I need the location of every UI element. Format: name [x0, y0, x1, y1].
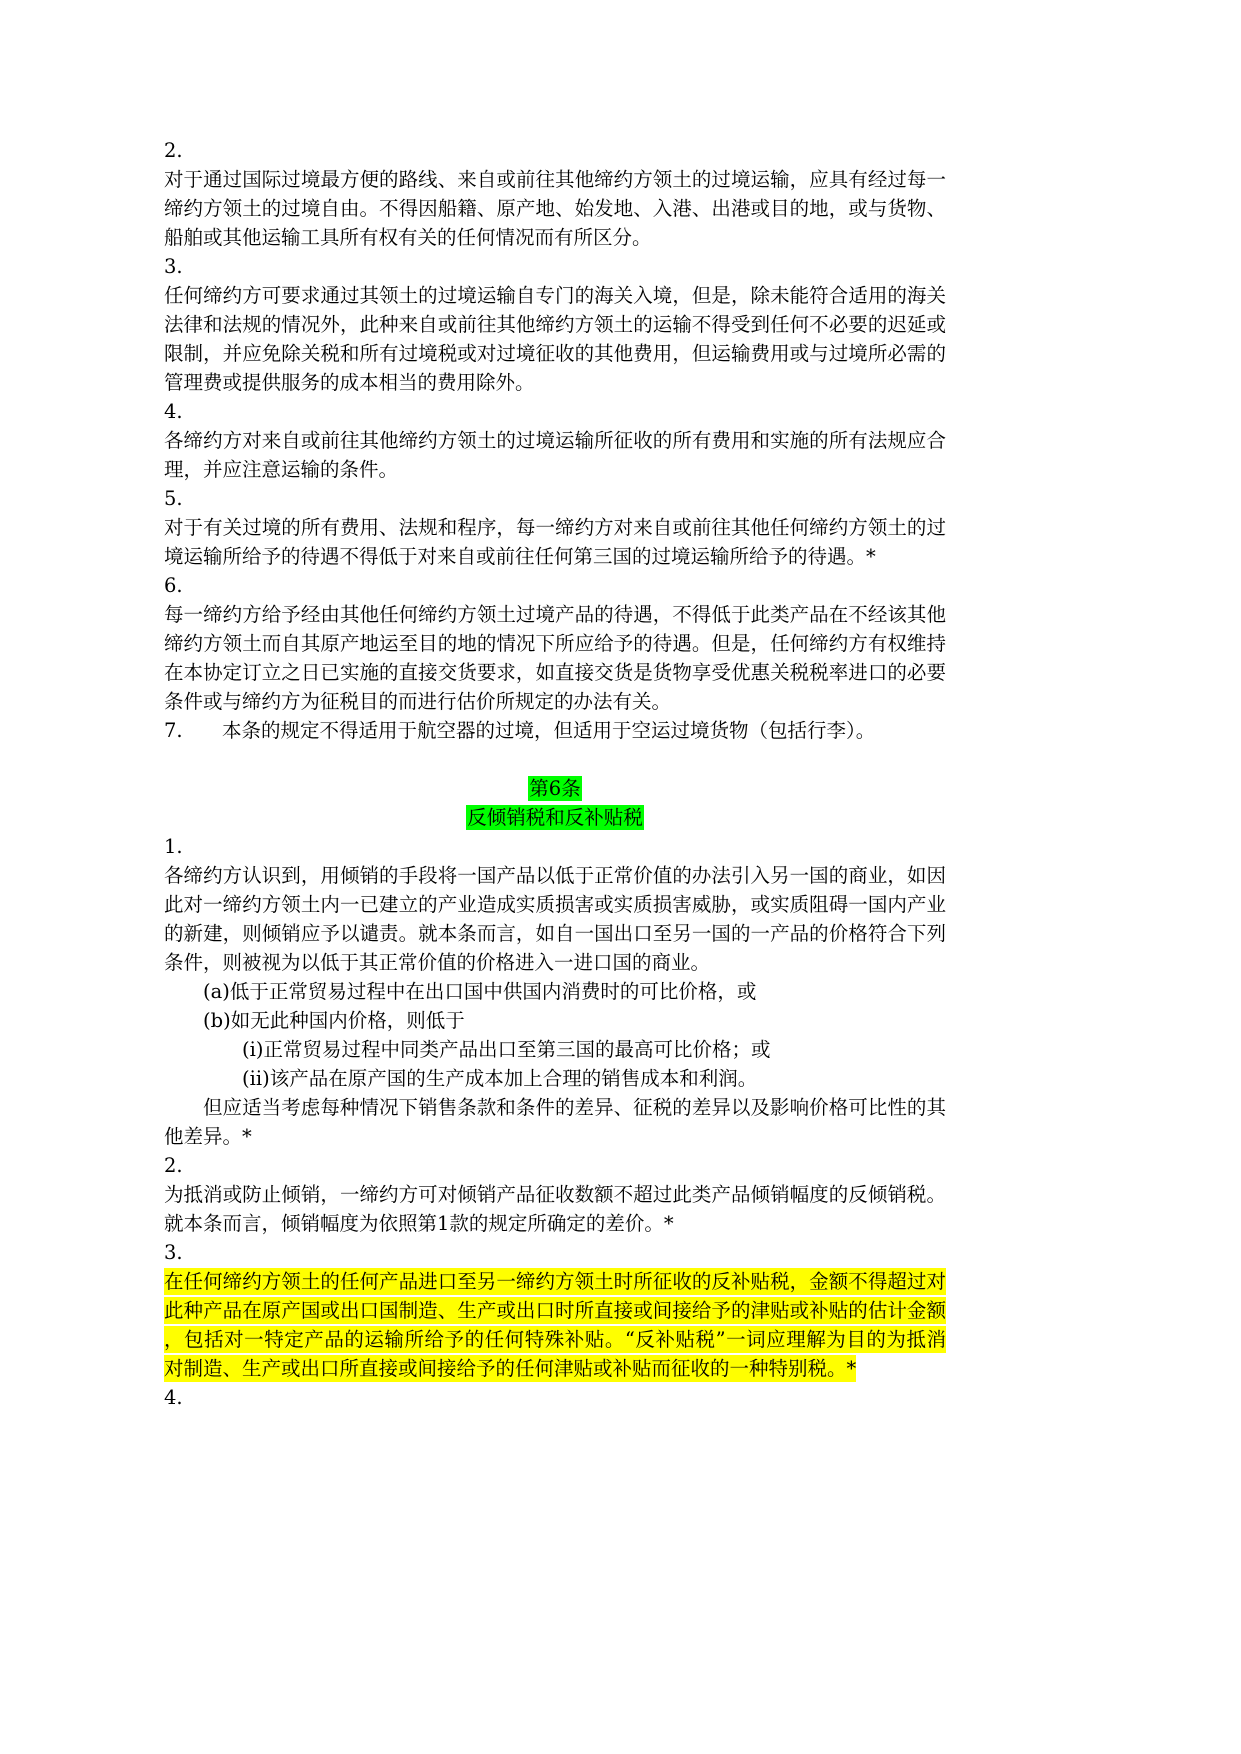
art5-para2-number: 2. — [164, 139, 183, 162]
art5-para6-line: 条件或与缔约方为征税目的而进行估价所规定的办法有关。 — [164, 690, 672, 713]
blank-line — [164, 745, 946, 774]
art5-para2-line: 缔约方领土的过境自由。不得因船籍、原产地、始发地、入港、出港或目的地，或与货物、 — [164, 197, 946, 220]
art5-para3-line: 法律和法规的情况外，此种来自或前往其他缔约方领土的运输不得受到任何不必要的迟延或 — [164, 313, 946, 336]
art5-para6-line: 每一缔约方给予经由其他任何缔约方领土过境产品的待遇，不得低于此类产品在不经该其他 — [164, 603, 946, 626]
art6-para1-line: 的新建，则倾销应予以谴责。就本条而言，如自一国出口至另一国的一产品的价格符合下列 — [164, 922, 946, 945]
art6-para1-line: 此对一缔约方领土内一已建立的产业造成实质损害或实质损害威胁，或实质阻碍一国内产业 — [164, 893, 946, 916]
art5-para4-line: 各缔约方对来自或前往其他缔约方领土的过境运输所征收的所有费用和实施的所有法规应合 — [164, 429, 946, 452]
art5-para5-line: 对于有关过境的所有费用、法规和程序，每一缔约方对来自或前往其他任何缔约方领土的过 — [164, 516, 946, 539]
art6-para3-highlighted-line: ，包括对一特定产品的运输所给予的任何特殊补贴。“反补贴税”一词应理解为目的为抵消 — [164, 1325, 946, 1354]
art6-para2-number: 2. — [164, 1154, 183, 1177]
art6-para1-item-b-i: (ⅰ)正常贸易过程中同类产品出口至第三国的最高可比价格；或 — [242, 1038, 771, 1061]
art5-para5-number: 5. — [164, 487, 183, 510]
art6-para1-proviso-line: 但应适当考虑每种情况下销售条款和条件的差异、征税的差异以及影响价格可比性的其 — [203, 1096, 946, 1119]
art6-title: 反倾销税和反补贴税 — [467, 806, 643, 829]
art5-para7-number: 7. — [164, 719, 183, 742]
art5-para2-line: 对于通过国际过境最方便的路线、来自或前往其他缔约方领土的过境运输，应具有经过每一 — [164, 168, 946, 191]
art5-para7 — [164, 716, 946, 745]
art6-para3-highlighted-line: 此种产品在原产国或出口国制造、生产或出口时所直接或间接给予的津贴或补贴的估计金额 — [164, 1296, 946, 1325]
art6-heading: 第6条 — [529, 777, 581, 800]
art5-para4-number: 4. — [164, 400, 183, 423]
art6-para1-proviso-line: 他差异。* — [164, 1125, 252, 1148]
art5-para6-number: 6. — [164, 574, 183, 597]
art6-para3-highlighted-line: 在任何缔约方领土的任何产品进口至另一缔约方领土时所征收的反补贴税，金额不得超过对 — [164, 1267, 946, 1296]
art6-para4-number: 4. — [164, 1386, 183, 1409]
art5-para3-line: 管理费或提供服务的成本相当的费用除外。 — [164, 371, 535, 394]
art5-para4-line: 理，并应注意运输的条件。 — [164, 458, 399, 481]
art5-para3-line: 任何缔约方可要求通过其领土的过境运输自专门的海关入境，但是，除未能符合适用的海关 — [164, 284, 946, 307]
art5-para6-line: 在本协定订立之日已实施的直接交货要求，如直接交货是货物享受优惠关税税率进口的必要 — [164, 661, 946, 684]
art6-para1-line: 各缔约方认识到，用倾销的手段将一国产品以低于正常价值的办法引入另一国的商业，如因 — [164, 864, 946, 887]
art5-para3-number: 3. — [164, 255, 183, 278]
art6-para1-line: 条件，则被视为以低于其正常价值的价格进入一进口国的商业。 — [164, 951, 711, 974]
art6-heading-row — [164, 774, 946, 803]
art5-para7-text: 本条的规定不得适用于航空器的过境，但适用于空运过境货物（包括行李）。 — [222, 719, 876, 742]
art6-para3-number: 3. — [164, 1241, 183, 1264]
art6-para1-item-b: (b)如无此种国内价格，则低于 — [203, 1009, 465, 1032]
art5-para2-line: 船舶或其他运输工具所有权有关的任何情况而有所区分。 — [164, 226, 652, 249]
art6-para2-line: 为抵消或防止倾销，一缔约方可对倾销产品征收数额不超过此类产品倾销幅度的反倾销税。 — [164, 1183, 946, 1206]
art6-title-row — [164, 803, 946, 832]
art5-para5-line: 境运输所给予的待遇不得低于对来自或前往任何第三国的过境运输所给予的待遇。* — [164, 545, 876, 568]
art6-para1-number: 1. — [164, 835, 183, 858]
art6-para2-line: 就本条而言，倾销幅度为依照第1款的规定所确定的差价。* — [164, 1212, 674, 1235]
art6-para3-highlighted-line: 对制造、生产或出口所直接或间接给予的任何津贴或补贴而征收的一种特别税。* — [164, 1354, 856, 1383]
art6-para1-item-b-ii: (ⅱ)该产品在原产国的生产成本加上合理的销售成本和利润。 — [242, 1067, 758, 1090]
art6-para1-item-a: (a)低于正常贸易过程中在出口国中供国内消费时的可比价格，或 — [203, 980, 757, 1003]
art5-para6-line: 缔约方领土而自其原产地运至目的地的情况下所应给予的待遇。但是，任何缔约方有权维持 — [164, 632, 946, 655]
art5-para3-line: 限制，并应免除关税和所有过境税或对过境征收的其他费用，但运输费用或与过境所必需的 — [164, 342, 946, 365]
document-body — [164, 136, 946, 1412]
